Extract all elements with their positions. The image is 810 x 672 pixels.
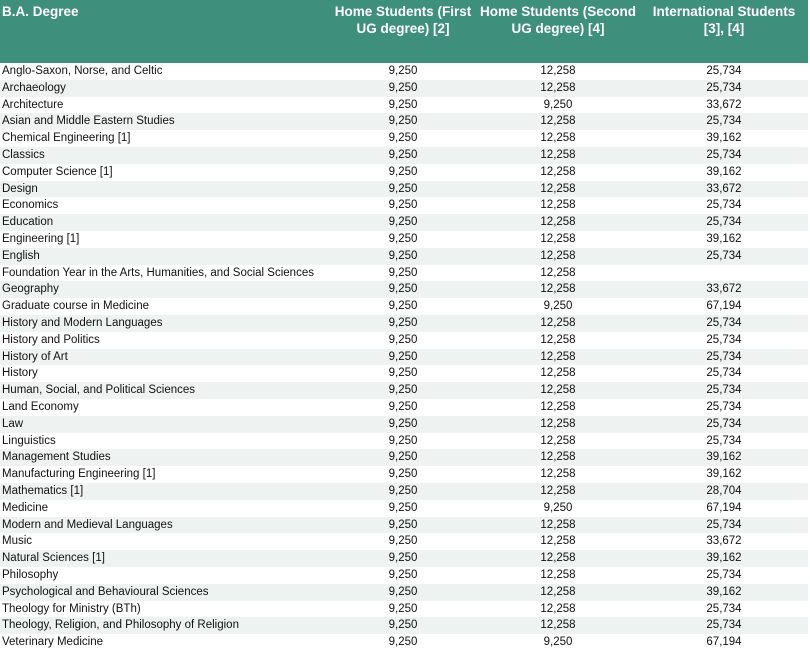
- table-row: [0, 601, 808, 618]
- home-first-fee-cell: 9,250: [330, 449, 476, 466]
- international-fee-cell: 28,704: [640, 483, 808, 500]
- home-first-fee-cell: 9,250: [330, 164, 476, 181]
- degree-cell: Psychological and Behavioural Sciences: [0, 584, 330, 601]
- home-second-fee-cell: 12,258: [476, 80, 640, 97]
- home-first-fee-cell: 9,250: [330, 113, 476, 130]
- header-home-second: Home Students (Second UG degree) [4]: [476, 0, 640, 63]
- table-row: [0, 416, 808, 433]
- home-second-fee-cell: 12,258: [476, 164, 640, 181]
- international-fee-cell: 33,672: [640, 97, 808, 114]
- home-first-fee-cell: 9,250: [330, 298, 476, 315]
- degree-cell: Theology for Ministry (BTh): [0, 601, 330, 618]
- international-fee-cell: 67,194: [640, 298, 808, 315]
- international-fee-cell: 25,734: [640, 601, 808, 618]
- home-second-fee-cell: 12,258: [476, 483, 640, 500]
- home-first-fee-cell: 9,250: [330, 399, 476, 416]
- degree-cell: Geography: [0, 281, 330, 298]
- home-first-fee-cell: 9,250: [330, 63, 476, 80]
- home-first-fee-cell: 9,250: [330, 533, 476, 550]
- table-row: [0, 382, 808, 399]
- header-international: International Students [3], [4]: [640, 0, 808, 63]
- home-second-fee-cell: 12,258: [476, 365, 640, 382]
- table-row: [0, 433, 808, 450]
- home-first-fee-cell: 9,250: [330, 248, 476, 265]
- home-first-fee-cell: 9,250: [330, 584, 476, 601]
- home-second-fee-cell: 9,250: [476, 298, 640, 315]
- degree-cell: Linguistics: [0, 433, 330, 450]
- degree-cell: Manufacturing Engineering [1]: [0, 466, 330, 483]
- table-row: [0, 97, 808, 114]
- home-second-fee-cell: 12,258: [476, 466, 640, 483]
- degree-cell: Engineering [1]: [0, 231, 330, 248]
- home-second-fee-cell: 12,258: [476, 449, 640, 466]
- international-fee-cell: 25,734: [640, 147, 808, 164]
- table-row: [0, 466, 808, 483]
- degree-cell: Land Economy: [0, 399, 330, 416]
- home-second-fee-cell: 12,258: [476, 197, 640, 214]
- home-second-fee-cell: 12,258: [476, 550, 640, 567]
- table-row: [0, 399, 808, 416]
- home-second-fee-cell: 12,258: [476, 567, 640, 584]
- international-fee-cell: 25,734: [640, 63, 808, 80]
- table-row: [0, 332, 808, 349]
- home-first-fee-cell: 9,250: [330, 550, 476, 567]
- home-second-fee-cell: 12,258: [476, 584, 640, 601]
- home-first-fee-cell: 9,250: [330, 349, 476, 366]
- home-first-fee-cell: 9,250: [330, 147, 476, 164]
- international-fee-cell: [640, 265, 808, 282]
- international-fee-cell: 39,162: [640, 231, 808, 248]
- degree-cell: Education: [0, 214, 330, 231]
- table-row: [0, 349, 808, 366]
- table-row: [0, 63, 808, 80]
- home-second-fee-cell: 9,250: [476, 634, 640, 651]
- home-second-fee-cell: 12,258: [476, 63, 640, 80]
- table-body: [0, 63, 808, 651]
- home-second-fee-cell: 12,258: [476, 248, 640, 265]
- home-second-fee-cell: 12,258: [476, 533, 640, 550]
- degree-cell: Computer Science [1]: [0, 164, 330, 181]
- home-first-fee-cell: 9,250: [330, 567, 476, 584]
- table-row: [0, 231, 808, 248]
- degree-cell: English: [0, 248, 330, 265]
- table-row: [0, 500, 808, 517]
- international-fee-cell: 67,194: [640, 500, 808, 517]
- home-first-fee-cell: 9,250: [330, 365, 476, 382]
- table-row: [0, 248, 808, 265]
- home-second-fee-cell: 12,258: [476, 332, 640, 349]
- degree-cell: Archaeology: [0, 80, 330, 97]
- table-row: [0, 214, 808, 231]
- table-row: [0, 567, 808, 584]
- home-second-fee-cell: 12,258: [476, 399, 640, 416]
- home-second-fee-cell: 12,258: [476, 617, 640, 634]
- home-second-fee-cell: 12,258: [476, 147, 640, 164]
- home-first-fee-cell: 9,250: [330, 214, 476, 231]
- international-fee-cell: 25,734: [640, 365, 808, 382]
- degree-cell: Music: [0, 533, 330, 550]
- degree-cell: Economics: [0, 197, 330, 214]
- header-degree: B.A. Degree: [0, 0, 330, 63]
- table-row: [0, 147, 808, 164]
- international-fee-cell: 67,194: [640, 634, 808, 651]
- international-fee-cell: 25,734: [640, 399, 808, 416]
- degree-cell: Theology, Religion, and Philosophy of Religion: [0, 617, 330, 634]
- home-first-fee-cell: 9,250: [330, 231, 476, 248]
- international-fee-cell: 39,162: [640, 449, 808, 466]
- home-second-fee-cell: 12,258: [476, 349, 640, 366]
- international-fee-cell: 25,734: [640, 617, 808, 634]
- international-fee-cell: 25,734: [640, 433, 808, 450]
- international-fee-cell: 25,734: [640, 214, 808, 231]
- degree-cell: Design: [0, 181, 330, 198]
- table-row: [0, 298, 808, 315]
- table-row: [0, 281, 808, 298]
- home-first-fee-cell: 9,250: [330, 265, 476, 282]
- home-first-fee-cell: 9,250: [330, 466, 476, 483]
- table-row: [0, 617, 808, 634]
- home-first-fee-cell: 9,250: [330, 197, 476, 214]
- home-second-fee-cell: 12,258: [476, 517, 640, 534]
- home-second-fee-cell: 12,258: [476, 181, 640, 198]
- table-row: [0, 550, 808, 567]
- international-fee-cell: 25,734: [640, 517, 808, 534]
- degree-cell: Graduate course in Medicine: [0, 298, 330, 315]
- table-row: [0, 80, 808, 97]
- international-fee-cell: 39,162: [640, 550, 808, 567]
- degree-cell: Anglo-Saxon, Norse, and Celtic: [0, 63, 330, 80]
- degree-cell: Foundation Year in the Arts, Humanities, and Social Sciences: [0, 265, 330, 282]
- home-second-fee-cell: 9,250: [476, 97, 640, 114]
- table-row: [0, 584, 808, 601]
- home-first-fee-cell: 9,250: [330, 416, 476, 433]
- header-home-first: Home Students (First UG degree) [2]: [330, 0, 476, 63]
- degree-cell: Mathematics [1]: [0, 483, 330, 500]
- international-fee-cell: 25,734: [640, 382, 808, 399]
- degree-cell: Classics: [0, 147, 330, 164]
- degree-cell: Philosophy: [0, 567, 330, 584]
- table-header-row: [0, 0, 808, 63]
- international-fee-cell: 25,734: [640, 315, 808, 332]
- home-first-fee-cell: 9,250: [330, 97, 476, 114]
- home-first-fee-cell: 9,250: [330, 181, 476, 198]
- home-second-fee-cell: 12,258: [476, 315, 640, 332]
- table-row: [0, 449, 808, 466]
- international-fee-cell: 33,672: [640, 281, 808, 298]
- degree-cell: Law: [0, 416, 330, 433]
- degree-cell: Asian and Middle Eastern Studies: [0, 113, 330, 130]
- home-first-fee-cell: 9,250: [330, 80, 476, 97]
- table-row: [0, 315, 808, 332]
- table-row: [0, 365, 808, 382]
- degree-cell: Architecture: [0, 97, 330, 114]
- degree-cell: Modern and Medieval Languages: [0, 517, 330, 534]
- table-row: [0, 634, 808, 651]
- degree-cell: Medicine: [0, 500, 330, 517]
- degree-cell: History and Politics: [0, 332, 330, 349]
- home-first-fee-cell: 9,250: [330, 601, 476, 618]
- international-fee-cell: 25,734: [640, 113, 808, 130]
- degree-cell: History: [0, 365, 330, 382]
- degree-cell: Human, Social, and Political Sciences: [0, 382, 330, 399]
- home-second-fee-cell: 12,258: [476, 281, 640, 298]
- home-second-fee-cell: 12,258: [476, 382, 640, 399]
- table-row: [0, 197, 808, 214]
- table-row: [0, 483, 808, 500]
- home-second-fee-cell: 12,258: [476, 433, 640, 450]
- table-row: [0, 533, 808, 550]
- table-row: [0, 265, 808, 282]
- degree-cell: Management Studies: [0, 449, 330, 466]
- home-second-fee-cell: 12,258: [476, 231, 640, 248]
- home-second-fee-cell: 12,258: [476, 416, 640, 433]
- home-first-fee-cell: 9,250: [330, 315, 476, 332]
- international-fee-cell: 25,734: [640, 248, 808, 265]
- home-first-fee-cell: 9,250: [330, 483, 476, 500]
- table-row: [0, 130, 808, 147]
- international-fee-cell: 25,734: [640, 332, 808, 349]
- international-fee-cell: 25,734: [640, 416, 808, 433]
- home-first-fee-cell: 9,250: [330, 517, 476, 534]
- international-fee-cell: 39,162: [640, 164, 808, 181]
- table-row: [0, 164, 808, 181]
- international-fee-cell: 39,162: [640, 130, 808, 147]
- home-first-fee-cell: 9,250: [330, 617, 476, 634]
- home-second-fee-cell: 12,258: [476, 113, 640, 130]
- home-first-fee-cell: 9,250: [330, 634, 476, 651]
- table-row: [0, 113, 808, 130]
- home-second-fee-cell: 9,250: [476, 500, 640, 517]
- international-fee-cell: 33,672: [640, 533, 808, 550]
- home-first-fee-cell: 9,250: [330, 382, 476, 399]
- degree-cell: Chemical Engineering [1]: [0, 130, 330, 147]
- international-fee-cell: 39,162: [640, 466, 808, 483]
- home-second-fee-cell: 12,258: [476, 601, 640, 618]
- international-fee-cell: 25,734: [640, 567, 808, 584]
- international-fee-cell: 39,162: [640, 584, 808, 601]
- international-fee-cell: 33,672: [640, 181, 808, 198]
- home-second-fee-cell: 12,258: [476, 265, 640, 282]
- home-first-fee-cell: 9,250: [330, 281, 476, 298]
- table-row: [0, 517, 808, 534]
- home-first-fee-cell: 9,250: [330, 332, 476, 349]
- home-first-fee-cell: 9,250: [330, 500, 476, 517]
- home-second-fee-cell: 12,258: [476, 214, 640, 231]
- degree-cell: Natural Sciences [1]: [0, 550, 330, 567]
- international-fee-cell: 25,734: [640, 197, 808, 214]
- table-row: [0, 181, 808, 198]
- home-second-fee-cell: 12,258: [476, 130, 640, 147]
- international-fee-cell: 25,734: [640, 349, 808, 366]
- home-first-fee-cell: 9,250: [330, 433, 476, 450]
- degree-cell: Veterinary Medicine: [0, 634, 330, 651]
- degree-cell: History and Modern Languages: [0, 315, 330, 332]
- home-first-fee-cell: 9,250: [330, 130, 476, 147]
- degree-cell: History of Art: [0, 349, 330, 366]
- international-fee-cell: 25,734: [640, 80, 808, 97]
